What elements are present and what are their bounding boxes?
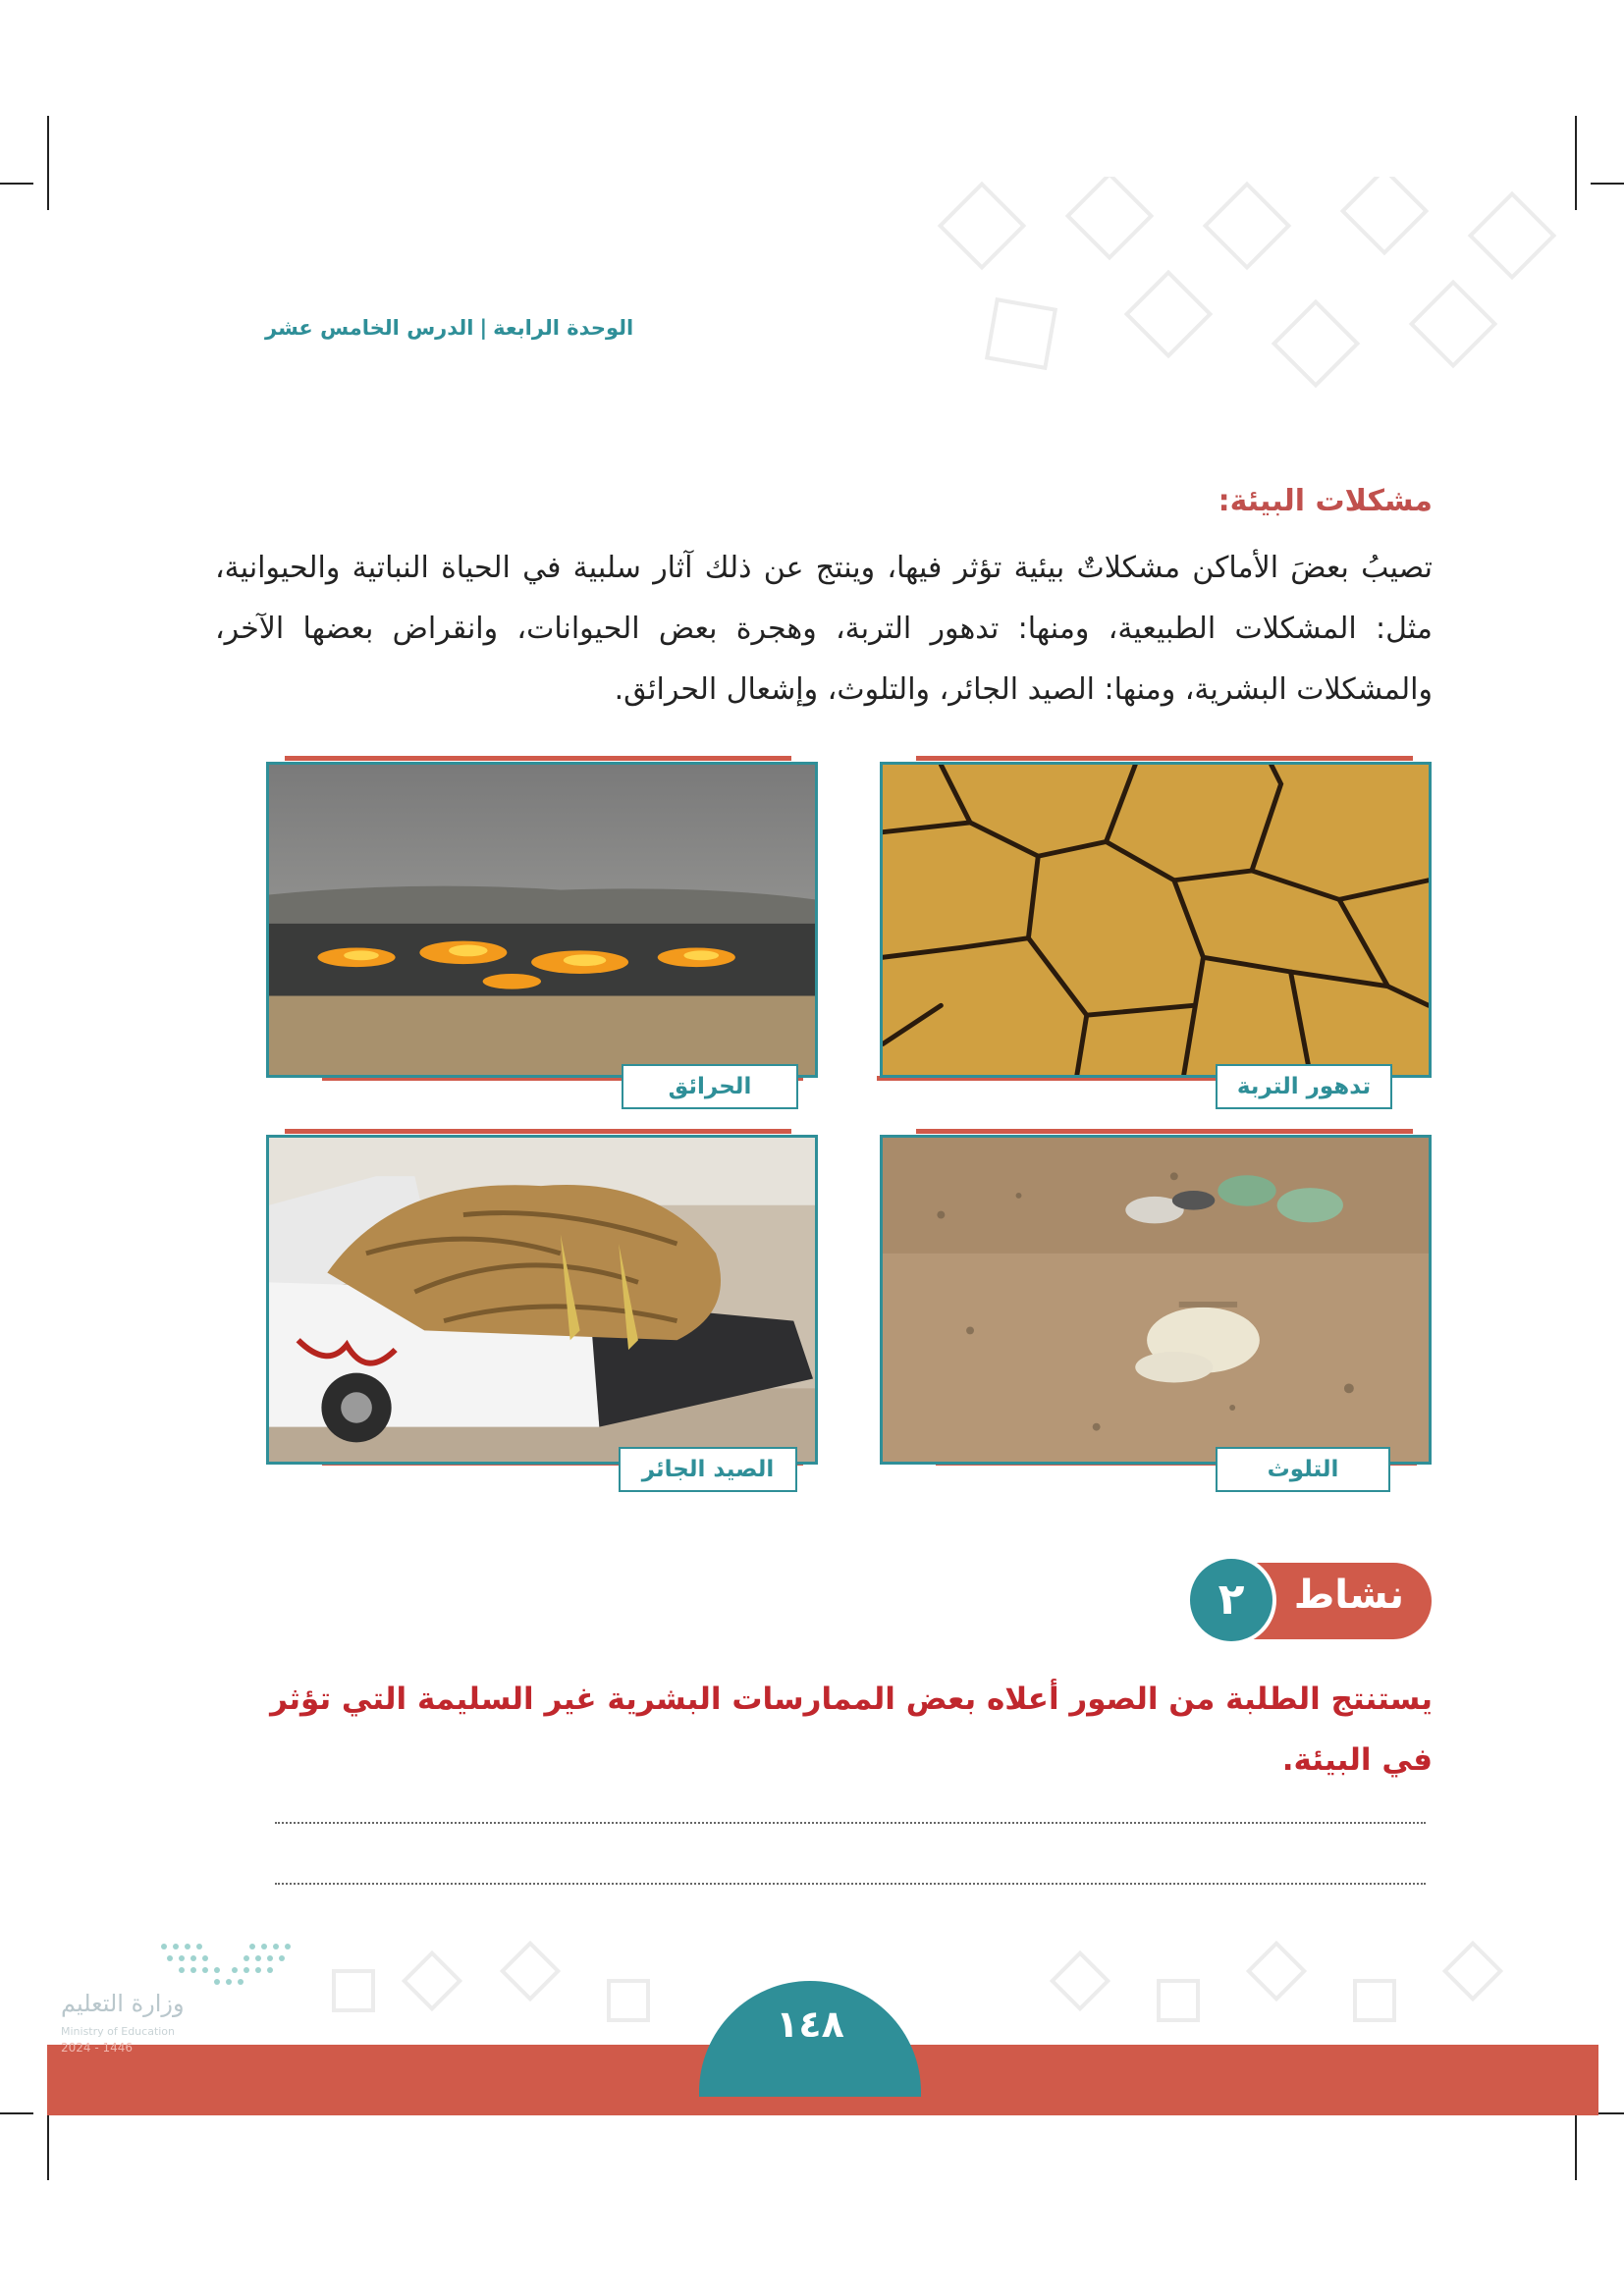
photo-card-soil-degradation — [877, 756, 1435, 1109]
photo-card-pollution — [877, 1129, 1435, 1494]
ministry-name: وزارة التعليم — [61, 1990, 185, 2017]
breadcrumb — [265, 316, 677, 340]
activity-label: نشاط — [1293, 1573, 1404, 1618]
photo-accent-bar — [285, 1129, 791, 1134]
edition-year: 2024 - 1446 — [61, 2041, 134, 2055]
photo-accent-bar — [916, 756, 1413, 761]
decorative-diamond-pattern — [295, 1932, 1591, 2040]
overhunting-photo — [266, 1135, 818, 1465]
ministry-subtitle: Ministry of Education — [61, 2025, 176, 2038]
answer-line[interactable] — [275, 1822, 1426, 1824]
crop-mark — [0, 183, 33, 185]
fire-photo — [266, 762, 818, 1078]
ministry-logo — [61, 1939, 306, 2056]
decorative-diamond-pattern — [933, 177, 1571, 412]
activity-task: يستنتج الطلبة من الصور أعلاه بعض الممارسات البشرية غير السليمة التي تؤثر في البيئة. — [270, 1682, 1433, 1778]
section-title: مشكلات البيئة: — [1218, 484, 1433, 518]
photo-accent-bar — [285, 756, 791, 761]
ministry-dots-icon — [154, 1939, 301, 1986]
breadcrumb-separator: | — [479, 316, 488, 340]
crop-mark — [1591, 183, 1624, 185]
pollution-photo — [880, 1135, 1432, 1465]
crop-mark — [1575, 116, 1577, 210]
intro-paragraph: تصيبُ بعضَ الأماكن مشكلاتٌ بيئية تؤثر فيها، وينتج عن ذلك آثار سلبية في الحياة النباتية والحيوانية، مثل: المشكلات الطبيعية، ومنها: تدهور التربة، وهجرة بعض الحيوانات، وانقراض بعضها الآخر، والمشكلات البشرية، ومنها: الصيد الجائر، والتلوث، وإشعال الحرائق. — [215, 551, 1433, 707]
activity-badge — [1186, 1555, 1432, 1643]
photo-caption: الصيد الجائر — [619, 1447, 797, 1492]
photo-accent-bar — [916, 1129, 1413, 1134]
activity-number: ٢ — [1186, 1555, 1276, 1645]
photo-caption: الحرائق — [622, 1064, 798, 1109]
photo-caption: التلوث — [1216, 1447, 1390, 1492]
answer-line[interactable] — [275, 1883, 1426, 1885]
photo-card-fires — [263, 756, 821, 1109]
breadcrumb-unit: الوحدة الرابعة — [493, 316, 634, 340]
breadcrumb-lesson: الدرس الخامس عشر — [265, 316, 474, 340]
crop-mark — [47, 116, 49, 210]
crop-mark — [0, 2112, 33, 2114]
photo-caption: تدهور التربة — [1216, 1064, 1392, 1109]
cracked-soil-photo — [880, 762, 1432, 1078]
photo-card-overhunting — [263, 1129, 821, 1494]
page-number: ١٤٨ — [776, 2002, 844, 2046]
